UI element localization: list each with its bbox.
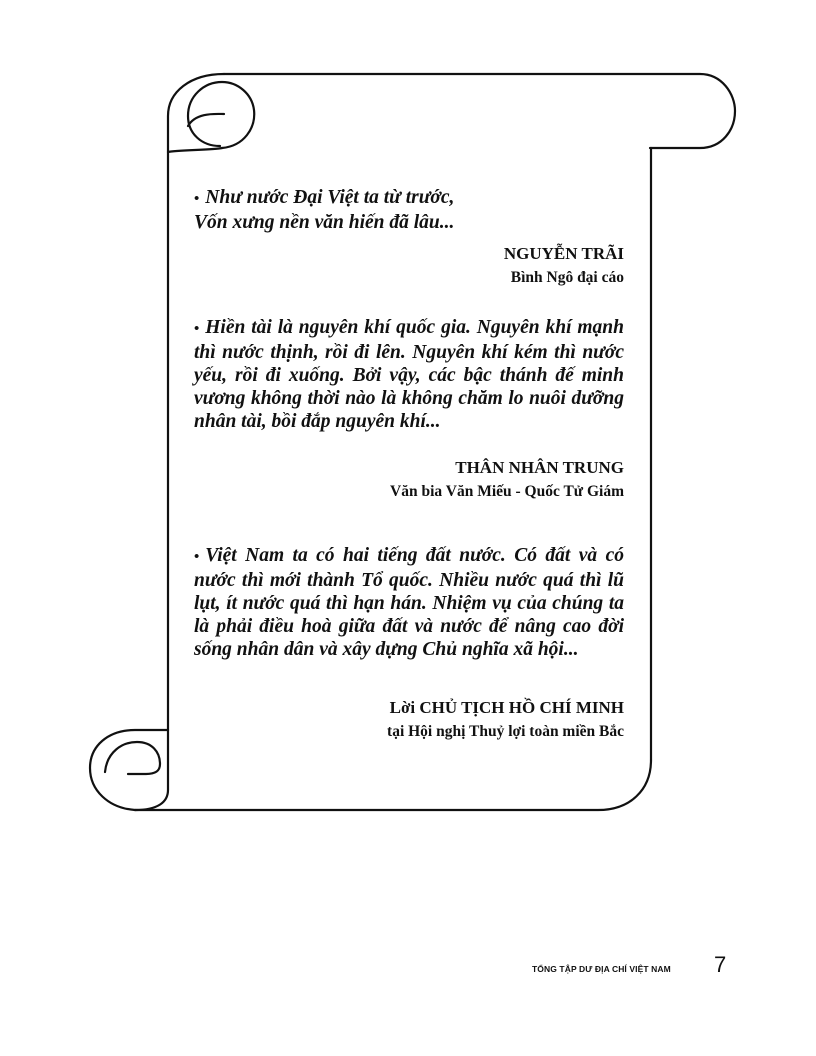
quote-than-nhan-trung [194,316,624,433]
bullet-icon: • [194,321,200,337]
bullet-icon: • [194,191,200,207]
quote-author: NGUYỄN TRÃI [503,244,624,263]
page-number: 7 [714,952,727,977]
quote-nguyen-trai [194,186,624,234]
bullet-icon: • [194,549,200,565]
quote-source: Văn bia Văn Miếu - Quốc Tử Giám [390,483,624,500]
quote-text: Hiền tài là nguyên khí quốc gia. Nguyên khí mạnh thì nước thịnh, rồi đi lên. Nguyên khí kém thì nước yếu, rồi đi xuống. Bởi vậy, các bậc thánh đế minh vương không thời nào là không chăm lo nuôi dưỡng nhân tài, bồi đắp nguyên khí... [194,317,624,432]
footer-title: TỔNG TẬP DƯ ĐỊA CHÍ VIỆT NAM [532,964,671,974]
quote-text: Việt Nam ta có hai tiếng đất nước. Có đất và có nước thì mới thành Tổ quốc. Nhiều nước quá thì lũ lụt, ít nước quá thì hạn hán. Nhiệm vụ của chúng ta là phải điều hoà giữa đất và nước để nâng cao đời sống nhân dân và xây dựng Chủ nghĩa xã hội... [194,545,624,660]
quote-ho-chi-minh [194,544,624,661]
quote-author: THÂN NHÂN TRUNG [455,458,624,477]
quote-author: Lời CHỦ TỊCH HỒ CHÍ MINH [389,698,624,717]
quote-line: Vốn xưng nền văn hiến đã lâu... [194,212,455,233]
quote-source: Bình Ngô đại cáo [510,269,624,286]
quote-line: • Như nước Đại Việt ta từ trước, [194,187,455,208]
quote-source: tại Hội nghị Thuỷ lợi toàn miền Bắc [387,723,624,740]
